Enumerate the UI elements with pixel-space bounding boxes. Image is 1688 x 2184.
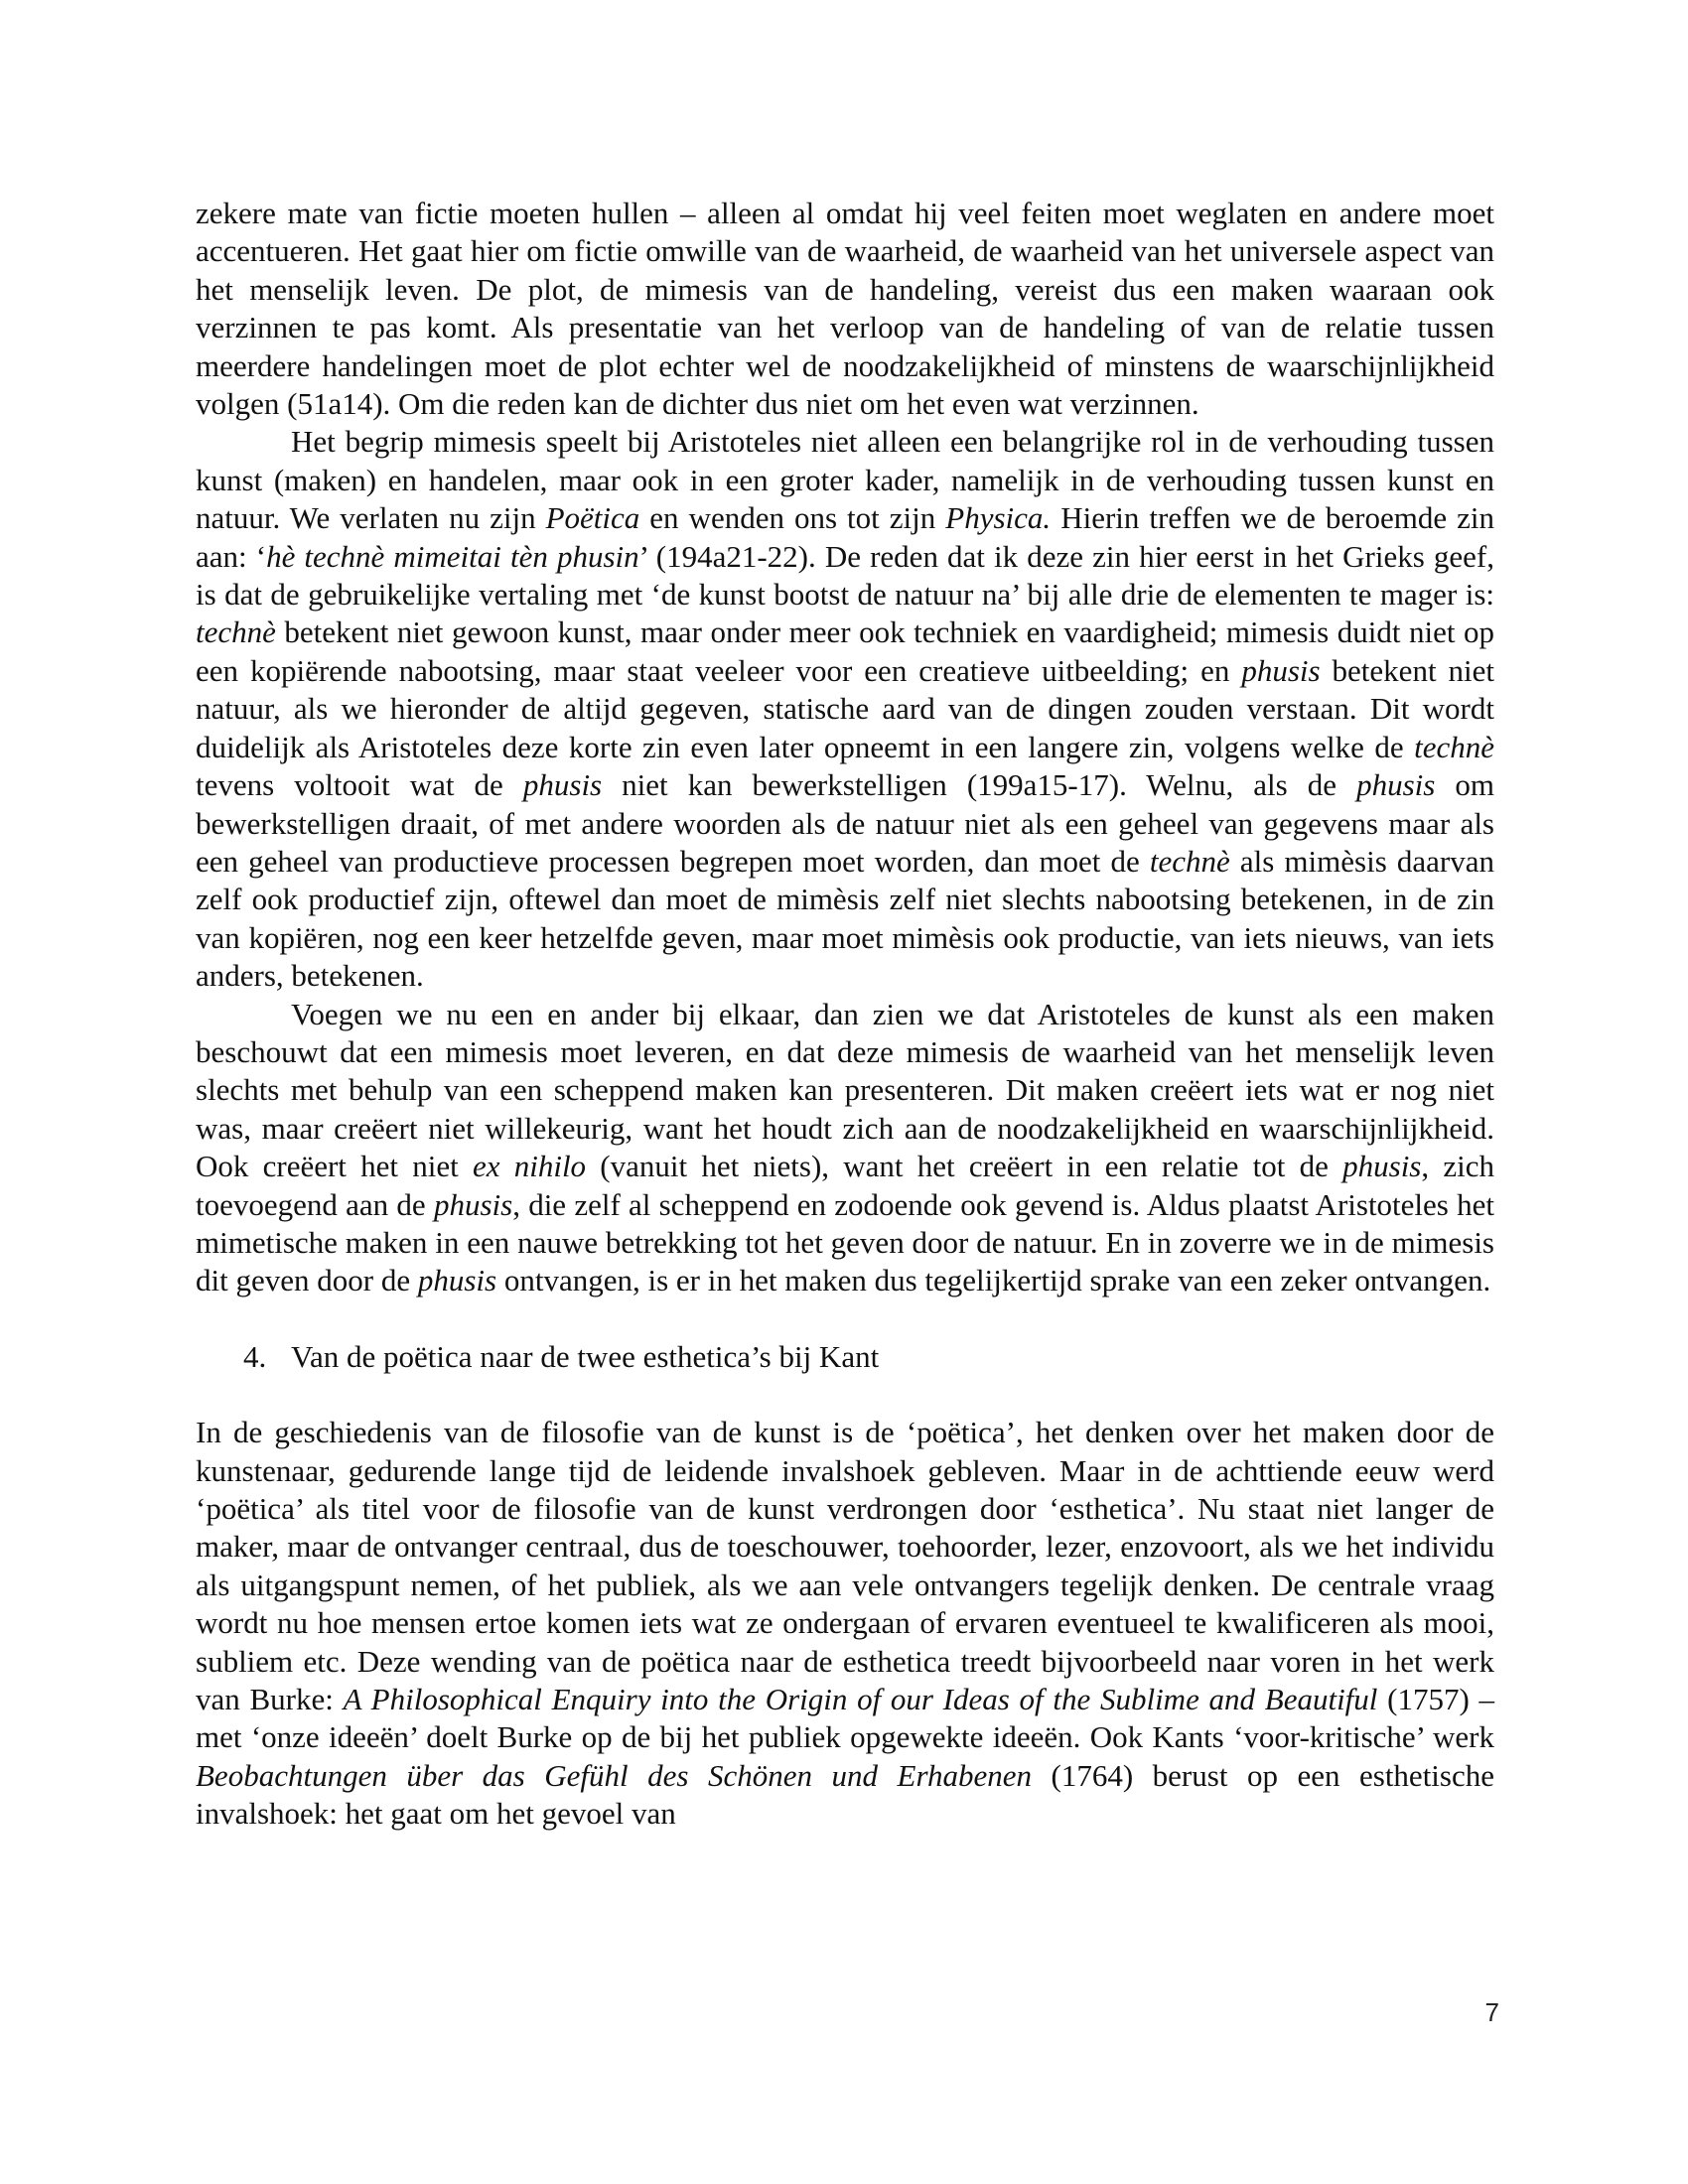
text-run: (1757) – met ‘onze ideeën’ doelt Burke op de bij het publiek opgewekte ideeën. Ook Kants ‘voor-kritische’ werk: [196, 1682, 1494, 1755]
text-run: , die zelf al scheppend en zodoende ook gevend is. Aldus plaatst Aristoteles het mimetische maken in een nauwe betrekking tot het geven door de natuur. En in zoverre we in de mimesis dit geven door de: [196, 1186, 1494, 1298]
italic-term: Physica.: [945, 500, 1052, 536]
text-run: (vanuit het niets), want het creëert in een relatie tot de: [586, 1149, 1343, 1184]
section-number: 4.: [243, 1338, 267, 1374]
italic-term: phusis: [1356, 767, 1436, 803]
text-run: (1764) berust op een esthetische invalshoek: het gaat om het gevoel van: [196, 1757, 1494, 1832]
text-run: Voegen we nu een en ander bij elkaar, dan zien we dat Aristoteles de kunst als een maken beschouwt dat een mimesis moet leveren, en dat deze mimesis de waarheid van het menselijk leven slechts met behulp van een scheppend maken kan presenteren. Dit maken creëert iets wat er nog niet was, maar creëert niet willekeurig, want het houdt zich aan de noodzakelijkheid en waarschijnlijkheid. Ook creëert het niet: [196, 996, 1494, 1184]
italic-term: Poëtica: [545, 500, 640, 536]
italic-term: phusis: [417, 1263, 497, 1298]
italic-term: Beobachtungen über das Gefühl des Schönen und Erhabenen: [196, 1757, 1032, 1793]
paragraph: [196, 423, 1494, 995]
text-run: zekere mate van fictie moeten hullen – alleen al omdat hij veel feiten moet weglaten en andere moet accentueren. Het gaat hier om fictie omwille van de waarheid, de waarheid van het universele aspect van het menselijk leven. De plot, de mimesis van de handeling, vereist dus een maken waaraan ook verzinnen te pas komt. Als presentatie van het verloop van de handeling of van de relatie tussen meerdere handelingen moet de plot echter wel de noodzakelijkheid of minstens de waarschijnlijkheid volgen (51a14). Om die reden kan de dichter dus niet om het even wat verzinnen.: [196, 196, 1494, 422]
text-run: In de geschiedenis van de filosofie van de kunst is de ‘poëtica’, het denken over het maken door de kunstenaar, gedurende lange tijd de leidende invalshoek gebleven. Maar in de achttiende eeuw werd ‘poëtica’ als titel voor de filosofie van de kunst verdrongen door ‘esthetica’. Nu staat niet langer de maker, maar de ontvanger centraal, dus de toeschouwer, toehoorder, lezer, enzovoort, als we het individu als uitgangspunt nemen, of het publiek, als we aan vele ontvangers tegelijk denken. De centrale vraag wordt nu hoe mensen ertoe komen iets wat ze ondergaan of ervaren eventueel te kwalificeren als mooi, subliem etc. Deze wending van de poëtica naar de esthetica treedt bijvoorbeeld naar voren in het werk van Burke:: [196, 1415, 1494, 1717]
italic-term: phusis: [522, 767, 603, 803]
text-run: Hierin treffen we de beroemde zin aan: ‘: [196, 500, 1494, 574]
paragraph: [196, 195, 1494, 423]
text-run: en wenden ons tot zijn: [639, 500, 946, 536]
paragraph: [196, 996, 1494, 1300]
text-run: niet kan bewerkstelligen (199a15-17). Welnu, als de: [602, 767, 1357, 803]
italic-term: technè: [196, 614, 276, 650]
page-number: 7: [1484, 1997, 1499, 2027]
section-heading: [196, 1338, 1494, 1376]
text-run: ontvangen, is er in het maken dus tegelijkertijd sprake van een zeker ontvangen.: [496, 1263, 1491, 1298]
text-run: , zich toevoegend aan de: [196, 1149, 1494, 1222]
italic-term: phusis: [1342, 1149, 1422, 1184]
section-title: Van de poëtica naar de twee esthetica’s bij Kant: [291, 1338, 880, 1374]
italic-term: technè: [1149, 843, 1230, 879]
italic-term: A Philosophical Enquiry into the Origin of our Ideas of the Sublime and Beautiful: [343, 1682, 1378, 1717]
text-run: als mimèsis daarvan zelf ook productief zijn, oftewel dan moet de mimèsis zelf niet slechts nabootsing betekenen, in de zin van kopiëren, nog een keer hetzelfde geven, maar moet mimèsis ook productie, van iets nieuws, van iets anders, betekenen.: [196, 843, 1494, 994]
text-run: om bewerkstelligen draait, of met andere woorden als de natuur niet als een geheel van gegevens maar als een geheel van productieve processen begrepen moet worden, dan moet de: [196, 767, 1494, 879]
italic-term: phusis: [433, 1186, 513, 1222]
text-run: Het begrip mimesis speelt bij Aristoteles niet alleen een belangrijke rol in de verhouding tussen kunst (maken) en handelen, maar ook in een groter kader, namelijk in de verhouding tussen kunst en natuur. We verlaten nu zijn: [196, 424, 1494, 536]
text-run: betekent niet gewoon kunst, maar onder meer ook techniek en vaardigheid; mimesis duidt niet op een kopiërende nabootsing, maar staat veeleer voor een creatieve uitbeelding; en: [196, 614, 1494, 688]
italic-term: hè technè mimeitai tèn phusin: [266, 538, 639, 574]
italic-term: phusis: [1241, 652, 1321, 688]
text-run: tevens voltooit wat de: [196, 767, 523, 803]
italic-term: technè: [1414, 729, 1494, 764]
italic-term: ex nihilo: [472, 1149, 587, 1184]
paragraph: [196, 1414, 1494, 1833]
text-run: ’ (194a21-22). De reden dat ik deze zin hier eerst in het Grieks geef, is dat de gebruikelijke vertaling met ‘de kunst bootst de natuur na’ bij alle drie de elementen te mager is:: [196, 538, 1495, 613]
text-run: betekent niet natuur, als we hieronder de altijd gegeven, statische aard van de dingen zouden verstaan. Dit wordt duidelijk als Aristoteles deze korte zin even later opneemt in een langere zin, volgens welke de: [196, 652, 1494, 764]
body-text: [196, 195, 1494, 1834]
